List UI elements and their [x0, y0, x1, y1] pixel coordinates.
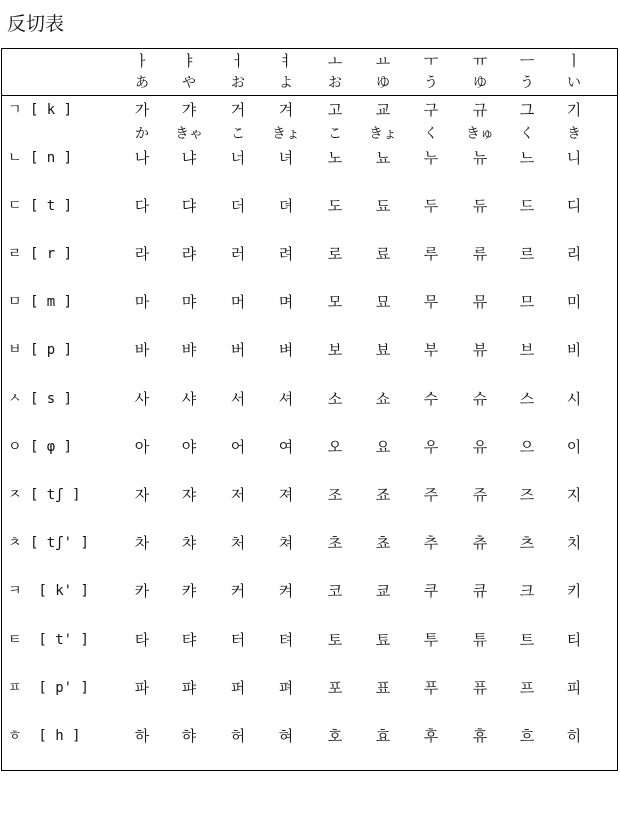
syllable-cell: 히: [566, 727, 582, 745]
syllable-cell: 뱌: [181, 341, 197, 359]
syllable-cell: 바: [134, 341, 150, 359]
syllable-cell: 뎌: [278, 197, 294, 215]
syllable-cell: 니: [566, 149, 582, 167]
syllable-cell: 처: [230, 534, 246, 552]
syllable-cell: 요: [375, 438, 391, 456]
syllable-cell: 려: [278, 245, 294, 263]
syllable-cell: 여: [278, 438, 294, 456]
syllable-cell: 묘: [375, 293, 391, 311]
syllable-kana: か: [135, 126, 149, 142]
syllable-cell: 하: [134, 727, 150, 745]
vowel-kana: う: [424, 75, 438, 91]
syllable-cell: 마: [134, 293, 150, 311]
syllable-kana: きょ: [272, 126, 300, 142]
syllable-cell: 브: [519, 341, 535, 359]
vowel-kana: お: [231, 75, 245, 91]
syllable-cell: 쇼: [375, 390, 391, 408]
syllable-cell: 커: [230, 582, 246, 600]
vowel-kana: あ: [135, 75, 149, 91]
syllable-cell: 크: [519, 582, 535, 600]
syllable-cell: 트: [519, 631, 535, 649]
vowel-jamo: ㅡ: [519, 52, 535, 70]
syllable-cell: 갸: [181, 101, 197, 119]
consonant-label: ㅋ [ k' ]: [8, 583, 89, 599]
vowel-jamo: ㅠ: [472, 52, 488, 70]
syllable-cell: 뉴: [472, 149, 488, 167]
syllable-cell: 료: [375, 245, 391, 263]
syllable-cell: 주: [423, 486, 439, 504]
syllable-cell: 보: [327, 341, 343, 359]
syllable-cell: 햐: [181, 727, 197, 745]
syllable-cell: 모: [327, 293, 343, 311]
syllable-cell: 툐: [375, 631, 391, 649]
syllable-cell: 차: [134, 534, 150, 552]
syllable-cell: 루: [423, 245, 439, 263]
consonant-label: ㅎ [ h ]: [8, 728, 81, 744]
syllable-cell: 됴: [375, 197, 391, 215]
consonant-label: ㅌ [ t' ]: [8, 632, 89, 648]
syllable-cell: 가: [134, 101, 150, 119]
consonant-label: ㅍ [ p' ]: [8, 680, 89, 696]
syllable-cell: 쿄: [375, 582, 391, 600]
syllable-cell: 부: [423, 341, 439, 359]
syllable-cell: 피: [566, 679, 582, 697]
syllable-cell: 누: [423, 149, 439, 167]
syllable-cell: 야: [181, 438, 197, 456]
vowel-jamo: ㅣ: [566, 52, 582, 70]
syllable-cell: 뷰: [472, 341, 488, 359]
vowel-jamo: ㅗ: [327, 52, 343, 70]
syllable-cell: 퍄: [181, 679, 197, 697]
syllable-cell: 뵤: [375, 341, 391, 359]
syllable-cell: 큐: [472, 582, 488, 600]
syllable-cell: 리: [566, 245, 582, 263]
syllable-cell: 냐: [181, 149, 197, 167]
vowel-jamo: ㅛ: [375, 52, 391, 70]
syllable-cell: 교: [375, 101, 391, 119]
syllable-cell: 탸: [181, 631, 197, 649]
syllable-cell: 디: [566, 197, 582, 215]
syllable-cell: 랴: [181, 245, 197, 263]
syllable-cell: 조: [327, 486, 343, 504]
syllable-cell: 쵸: [375, 534, 391, 552]
consonant-label: ㄹ [ r ]: [8, 246, 73, 262]
syllable-cell: 허: [230, 727, 246, 745]
syllable-cell: 녀: [278, 149, 294, 167]
syllable-cell: 거: [230, 101, 246, 119]
syllable-cell: 투: [423, 631, 439, 649]
syllable-kana: く: [520, 126, 534, 142]
consonant-label: ㅅ [ s ]: [8, 391, 73, 407]
vowel-kana: い: [567, 75, 581, 91]
syllable-kana: きゃ: [175, 126, 203, 142]
syllable-cell: 티: [566, 631, 582, 649]
syllable-kana: く: [424, 126, 438, 142]
syllable-kana: きゅ: [466, 126, 494, 142]
syllable-cell: 버: [230, 341, 246, 359]
syllable-cell: 유: [472, 438, 488, 456]
syllable-cell: 듀: [472, 197, 488, 215]
syllable-cell: 져: [278, 486, 294, 504]
syllable-cell: 벼: [278, 341, 294, 359]
syllable-cell: 미: [566, 293, 582, 311]
syllable-cell: 시: [566, 390, 582, 408]
syllable-cell: 뮤: [472, 293, 488, 311]
page-title: 反切表: [7, 13, 65, 35]
syllable-cell: 쿠: [423, 582, 439, 600]
syllable-kana: き: [567, 126, 581, 142]
syllable-kana: きょ: [369, 126, 397, 142]
vowel-kana: ゆ: [376, 75, 390, 91]
syllable-cell: 초: [327, 534, 343, 552]
syllable-cell: 로: [327, 245, 343, 263]
syllable-cell: 치: [566, 534, 582, 552]
syllable-cell: 서: [230, 390, 246, 408]
consonant-label: ㄱ [ k ]: [8, 102, 73, 118]
syllable-cell: 추: [423, 534, 439, 552]
syllable-cell: 혀: [278, 727, 294, 745]
syllable-cell: 며: [278, 293, 294, 311]
syllable-cell: 오: [327, 438, 343, 456]
syllable-cell: 더: [230, 197, 246, 215]
syllable-cell: 코: [327, 582, 343, 600]
syllable-cell: 퍼: [230, 679, 246, 697]
syllable-cell: 저: [230, 486, 246, 504]
syllable-cell: 지: [566, 486, 582, 504]
syllable-cell: 포: [327, 679, 343, 697]
syllable-cell: 죠: [375, 486, 391, 504]
syllable-cell: 그: [519, 101, 535, 119]
syllable-cell: 머: [230, 293, 246, 311]
syllable-cell: 쟈: [181, 486, 197, 504]
syllable-cell: 고: [327, 101, 343, 119]
syllable-cell: 쥬: [472, 486, 488, 504]
syllable-cell: 수: [423, 390, 439, 408]
syllable-cell: 다: [134, 197, 150, 215]
syllable-cell: 아: [134, 438, 150, 456]
syllable-cell: 튜: [472, 631, 488, 649]
header-divider: [1, 95, 618, 96]
syllable-cell: 자: [134, 486, 150, 504]
syllable-cell: 키: [566, 582, 582, 600]
syllable-cell: 쳐: [278, 534, 294, 552]
syllable-cell: 먀: [181, 293, 197, 311]
syllable-cell: 파: [134, 679, 150, 697]
syllable-cell: 후: [423, 727, 439, 745]
vowel-jamo: ㅜ: [423, 52, 439, 70]
syllable-cell: 느: [519, 149, 535, 167]
vowel-jamo: ㅓ: [230, 52, 246, 70]
syllable-cell: 챠: [181, 534, 197, 552]
syllable-cell: 무: [423, 293, 439, 311]
syllable-cell: 뇨: [375, 149, 391, 167]
syllable-cell: 효: [375, 727, 391, 745]
syllable-cell: 캬: [181, 582, 197, 600]
syllable-cell: 츠: [519, 534, 535, 552]
syllable-cell: 러: [230, 245, 246, 263]
vowel-kana: お: [328, 75, 342, 91]
syllable-cell: 슈: [472, 390, 488, 408]
consonant-label: ㅂ [ p ]: [8, 342, 73, 358]
consonant-label: ㅊ [ tʃ' ]: [8, 535, 89, 551]
consonant-label: ㅈ [ tʃ ]: [8, 487, 81, 503]
vowel-kana: う: [520, 75, 534, 91]
syllable-cell: 표: [375, 679, 391, 697]
syllable-cell: 샤: [181, 390, 197, 408]
consonant-label: ㄴ [ n ]: [8, 150, 73, 166]
syllable-cell: 어: [230, 438, 246, 456]
syllable-cell: 이: [566, 438, 582, 456]
syllable-cell: 푸: [423, 679, 439, 697]
syllable-cell: 즈: [519, 486, 535, 504]
syllable-cell: 타: [134, 631, 150, 649]
syllable-cell: 댜: [181, 197, 197, 215]
syllable-cell: 터: [230, 631, 246, 649]
vowel-kana: や: [182, 75, 196, 91]
syllable-cell: 사: [134, 390, 150, 408]
syllable-cell: 퓨: [472, 679, 488, 697]
syllable-cell: 셔: [278, 390, 294, 408]
syllable-cell: 휴: [472, 727, 488, 745]
syllable-cell: 두: [423, 197, 439, 215]
syllable-cell: 흐: [519, 727, 535, 745]
syllable-cell: 우: [423, 438, 439, 456]
vowel-jamo: ㅑ: [181, 52, 197, 70]
vowel-kana: ゆ: [473, 75, 487, 91]
syllable-cell: 켜: [278, 582, 294, 600]
syllable-cell: 펴: [278, 679, 294, 697]
syllable-kana: こ: [231, 126, 245, 142]
syllable-cell: 므: [519, 293, 535, 311]
syllable-cell: 텨: [278, 631, 294, 649]
syllable-cell: 라: [134, 245, 150, 263]
syllable-cell: 드: [519, 197, 535, 215]
syllable-cell: 너: [230, 149, 246, 167]
syllable-cell: 으: [519, 438, 535, 456]
syllable-cell: 츄: [472, 534, 488, 552]
syllable-cell: 도: [327, 197, 343, 215]
syllable-cell: 카: [134, 582, 150, 600]
syllable-cell: 규: [472, 101, 488, 119]
syllable-cell: 기: [566, 101, 582, 119]
consonant-label: ㅇ [ φ ]: [8, 439, 73, 455]
syllable-cell: 프: [519, 679, 535, 697]
syllable-cell: 르: [519, 245, 535, 263]
syllable-cell: 토: [327, 631, 343, 649]
syllable-kana: こ: [328, 126, 342, 142]
syllable-cell: 소: [327, 390, 343, 408]
syllable-cell: 호: [327, 727, 343, 745]
syllable-cell: 스: [519, 390, 535, 408]
consonant-label: ㄷ [ t ]: [8, 198, 73, 214]
vowel-jamo: ㅕ: [278, 52, 294, 70]
syllable-cell: 류: [472, 245, 488, 263]
syllable-cell: 비: [566, 341, 582, 359]
syllable-cell: 나: [134, 149, 150, 167]
consonant-label: ㅁ [ m ]: [8, 294, 73, 310]
syllable-cell: 겨: [278, 101, 294, 119]
syllable-cell: 구: [423, 101, 439, 119]
vowel-kana: よ: [279, 75, 293, 91]
vowel-jamo: ㅏ: [134, 52, 150, 70]
syllable-cell: 노: [327, 149, 343, 167]
